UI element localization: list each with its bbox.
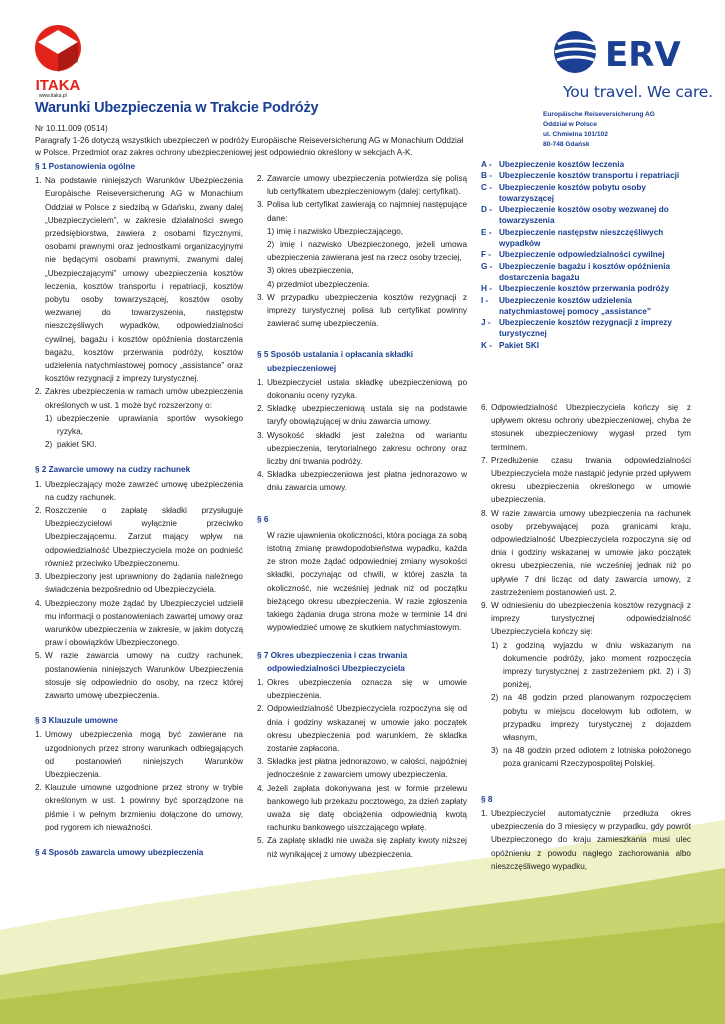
sub-paragraph: 1) z godziną wyjazdu w dniu wskazanym na dokumencie podróży, jako moment rozpoczęcia imprezy turystycznej z zastrzeżeniem pkt. 2) i 3) poniżej, <box>491 640 691 690</box>
sub-paragraph: 3) okres ubezpieczenia, <box>267 266 354 276</box>
section-entry-b: B - Ubezpieczenie kosztów transportu i repatriacji <box>481 171 680 181</box>
paragraph: 1. Ubezpieczyciel automatycznie przedłuża okres ubezpieczenia do 3 miesięcy w przypadku, gdy powrót Ubezpieczonego do kraju zamieszkania musi ulec opóźnieniu z powodu nagłego zachorowania albo nieszczęśliwego wypadku, <box>481 808 691 871</box>
address-line: ul. Chmielna 101/102 <box>543 131 608 138</box>
section-entry-i: I - Ubezpieczenie kosztów udzielenia natychmiastowej pomocy „assistance” <box>481 295 651 316</box>
paragraph: 2. Zawarcie umowy ubezpieczenia potwierdza się polisą lub certyfikatem ubezpieczeniowym (dalej: certyfikat). <box>257 174 467 197</box>
section-entry-c: C - Ubezpieczenie kosztów pobytu osoby towarzyszącej <box>481 182 646 203</box>
insurer-address <box>543 110 655 150</box>
column-right <box>481 401 691 873</box>
paragraph: 3. Ubezpieczony jest uprawniony do żądania należnego świadczenia bezpośrednio od Ubezpieczyciela. <box>35 572 243 595</box>
paragraph: 4. Składka ubezpieczeniowa jest płatna jednorazowo w dniu zawarcia umowy. <box>257 470 467 493</box>
erv-wordmark: ERV <box>605 35 681 74</box>
paragraph: 4. Ubezpieczony może żądać by Ubezpieczyciel udzielił mu informacji o postanowieniach zawartej umowy oraz warunków ubezpieczenia w zakresie, w jakim dotyczą praw i obowiązków Ubezpieczonego. <box>35 598 243 648</box>
section-heading: § 8 <box>481 794 493 804</box>
section-entry-h: H - Ubezpieczenie kosztów przerwania podróży <box>481 284 670 294</box>
paragraph: 3. Polisa lub certyfikat zawierają co najmniej następujące dane: <box>257 200 467 223</box>
address-line: Europäische Reiseversicherung AG <box>543 111 655 118</box>
paragraph: 8. W razie zawarcia umowy ubezpieczenia na rachunek osoby przebywającej poza granicami kraju, odpowiedzialność Ubezpieczyciela rozpoczyna się od dnia i godziny wskazanej w umowie jako początek okresu ubezpieczenia, nie wcześniej jednak niż po upływie 7 dni licząc od daty zawarcia umowy, z zastrzeżeniem postanowień ust. 2. <box>481 508 691 597</box>
section-heading: § 2 Zawarcie umowy na cudzy rachunek <box>35 465 191 475</box>
paragraph: 2. Składkę ubezpieczeniową ustala się na podstawie taryfy obowiązującej w dniu zawarcia umowy. <box>257 404 467 427</box>
erv-slogan: You travel. We care. <box>563 83 713 101</box>
address-line: Oddział w Polsce <box>543 121 597 128</box>
sub-paragraph: 3) na 48 godzin przed odlotem z lotniska położonego poza granicami Rzeczypospolitej Polskiej. <box>491 746 691 769</box>
document-number: Nr 10.11.009 (0514) <box>35 124 108 133</box>
paragraph: 7. Przedłużenie czasu trwania odpowiedzialności Ubezpieczyciela może nastąpić jedynie przed upływem okresu ubezpieczenia określonego w umowie ubezpieczenia. <box>481 455 691 505</box>
section-entry-k: K - Pakiet SKI <box>481 340 540 350</box>
paragraph: 1. Umowy ubezpieczenia mogą być zawierane na uzgodnionych przez strony warunkach odbiegających od postanowień niniejszych Warunków Ubezpieczenia. <box>35 730 243 779</box>
paragraph: 3. W przypadku ubezpieczenia kosztów rezygnacji z imprezy turystycznej polisa lub certyfikat powinny zawierać sumę ubezpieczenia. <box>257 292 467 329</box>
paragraph: 6. Odpowiedzialność Ubezpieczyciela kończy się z upływem okresu ochrony ubezpieczeniowej, chyba że stosunek ubezpieczeniowy wygasł przed tym terminem. <box>481 403 691 452</box>
paragraph: 3. Wysokość składki jest zależna od wariantu ubezpieczenia, terytorialnego zakresu ochrony oraz liczby dni trwania podróży. <box>257 430 467 467</box>
section-heading: § 6 <box>257 514 269 524</box>
section-entry-d: D - Ubezpieczenie kosztów osoby wezwanej do towarzyszenia <box>481 205 669 226</box>
document-intro: Paragrafy 1-26 dotyczą wszystkich ubezpieczeń w podróży Europäische Reiseversicherung AG w Monachium Oddział w Polsce. Przedmiot oraz zakres ochrony ubezpieczeniowej jest odpowiednio określony w sekcjach A-K. <box>35 136 464 157</box>
paragraph: 1. Na podstawie niniejszych Warunków Ubezpieczenia Europäische Reiseversicherung AG w Monachium Oddział w Polsce z siedzibą w Gdańsku, zwany dalej „Ubezpieczycielem”, w zakresie działalności swego przedsiębiorstwa, zawiera z osobami fizycznymi, osobami prawnymi oraz jednostkami organizacyjnymi nie będącymi osobami prawnymi, zwanymi dalej „Ubezpieczającymi” umowy ubezpieczenia kosztów leczenia, kosztów transportu i repatriacji, kosztów pobytu osoby towarzyszącej, kosztów osoby wezwanej do towarzyszenia, następstw nieszczęśliwych wypadków, odpowiedzialności cywilnej, bagażu i kosztów opóźnienia dostarczenia bagażu, kosztów przerwania podróży, kosztów udzielenia natychmiastowej pomocy „assistance” oraz kosztów rezygnacji z imprezy turystycznej. <box>35 176 243 384</box>
paragraph: 1. Ubezpieczający może zawrzeć umowę ubezpieczenia na cudzy rachunek. <box>35 479 243 502</box>
section-heading: § 3 Klauzule umowne <box>35 716 118 726</box>
sub-paragraph: 2) imię i nazwisko Ubezpieczonego, jeżeli umowa ubezpieczenia zawierana jest na rzecz osoby trzeciej, <box>267 240 467 263</box>
section-entry-e: E - Ubezpieczenie następstw nieszczęśliwych wypadków <box>481 227 664 249</box>
address-line: 80-748 Gdańsk <box>543 141 590 148</box>
sections-list <box>481 159 696 351</box>
paragraph: 2. Odpowiedzialność Ubezpieczyciela rozpoczyna się od dnia i godziny wskazanej w umowie jako początek okresu ubezpieczenia pod warunkiem, że składka zostanie zapłacona. <box>257 704 467 753</box>
sub-paragraph: 1) imię i nazwisko Ubezpieczającego, <box>267 226 404 236</box>
sub-paragraph: 1) ubezpieczenie uprawiania sportów wysokiego ryzyka, <box>45 413 243 437</box>
paragraph: 1. Ubezpieczyciel ustala składkę ubezpieczeniową po dokonaniu oceny ryzyka. <box>257 377 467 401</box>
itaka-logo <box>22 22 94 102</box>
section-entry-f: F - Ubezpieczenie odpowiedzialności cywilnej <box>481 250 665 260</box>
sub-paragraph: 4) przedmiot ubezpieczenia. <box>267 279 370 289</box>
paragraph: 5. W razie zawarcia umowy na cudzy rachunek, postanowienia niniejszych Warunków Ubezpieczenia stosuje się odpowiednio do osoby, na rzecz której zawarto umowę ubezpieczenia. <box>35 651 243 700</box>
page-title: Warunki Ubezpieczenia w Trakcie Podróży <box>35 100 319 116</box>
column-left <box>35 160 243 860</box>
itaka-url: www.itaka.pl <box>39 93 67 99</box>
section-entry-a: A - Ubezpieczenie kosztów leczenia <box>481 160 625 169</box>
paragraph: W razie ujawnienia okoliczności, która pociąga za sobą istotną zmianę prawdopodobieństwa wypadku, każda ze stron może żądać odpowiedniej zmiany wysokości składki, poczynając od chwili, w której zaszła ta okoliczność, nie wcześniej jednak niż od początku bieżącego okresu ubezpieczenia. W razie zgłoszenia takiego żądania druga strona może w terminie 14 dni wypowiedzieć umowę ze skutkiem natychmiastowym. <box>267 530 467 633</box>
paragraph: 1. Okres ubezpieczenia oznacza się w umowie ubezpieczenia. <box>257 677 467 701</box>
paragraph: 2. Klauzule umowne uzgodnione przez strony w trybie określonym w ust. 1 powinny być sporządzone na piśmie i w pełnym brzmieniu dołączone do umowy, pod rygorem ich nieważności. <box>35 783 243 832</box>
paragraph: 3. Składka jest płatna jednorazowo, w całości, najpóźniej jednocześnie z zawarciem umowy ubezpieczenia. <box>257 757 467 780</box>
itaka-wordmark: ITAKA <box>35 77 81 94</box>
paragraph: 5. Za zapłatę składki nie uważa się zapłaty kwoty niższej niż wynikającej z umowy ubezpieczenia. <box>257 836 467 859</box>
section-heading: § 7 Okres ubezpieczenia i czas trwania odpowiedzialności Ubezpieczyciela <box>257 650 408 673</box>
sub-paragraph: 2) na 48 godzin przed planowanym rozpoczęciem pobytu w miejscu docelowym lub odlotem, w przypadku imprezy turystycznej z dojazdem własnym, <box>491 693 691 743</box>
section-heading: § 4 Sposób zawarcia umowy ubezpieczenia <box>35 847 204 857</box>
section-entry-j: J - Ubezpieczenie kosztów rezygnacji z imprezy turystycznej <box>481 318 672 339</box>
paragraph: 4. Jeżeli zapłata dokonywana jest w formie przelewu bankowego lub przekazu pocztowego, za dzień zapłaty uważa się datę obciążenia odpowiednią kwotą rachunku bankowego uiszczającego wpłatę. <box>257 783 467 833</box>
section-heading: § 1 Postanowienia ogólne <box>35 162 136 171</box>
sub-paragraph: 2) pakiet SKI. <box>45 440 97 450</box>
paragraph: 2. Zakres ubezpieczenia w ramach umów ubezpieczenia określonych w ust. 1 może być rozszerzony o: <box>35 387 243 410</box>
section-heading: § 5 Sposób ustalania i opłacania składki ubezpieczeniowej <box>257 350 414 373</box>
column-middle <box>257 172 467 861</box>
paragraph: 2. Roszczenie o zapłatę składki przysługuje Ubezpieczycielowi wyłącznie przeciwko Ubezpieczającemu. Zarzut mający wpływ na odpowiedzialność Ubezpieczyciela może on podnieść również przeciwko Ubezpieczonemu. <box>35 506 243 568</box>
paragraph: 9. W odniesieniu do ubezpieczenia kosztów rezygnacji z imprezy turystycznej odpowiedzialność Ubezpieczyciela kończy się: <box>481 601 691 637</box>
erv-logo <box>553 30 693 74</box>
section-entry-g: G - Ubezpieczenie bagażu i kosztów opóźnienia dostarczenia bagażu <box>481 261 671 282</box>
